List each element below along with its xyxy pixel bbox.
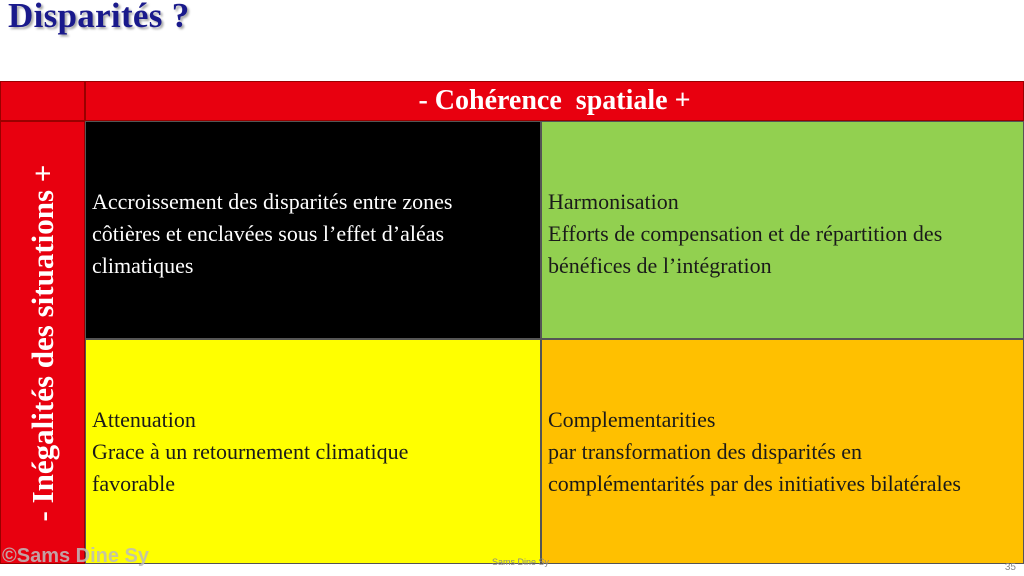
- cell-top-right-harmonisation: [541, 121, 1024, 339]
- cell-line: par transformation des disparités en: [548, 439, 863, 464]
- cell-line: favorable: [92, 471, 176, 496]
- footer-watermark: ©Sams Dine Sy: [2, 545, 150, 567]
- cell-bottom-left-attenuation: [85, 339, 541, 564]
- cell-line: Attenuation: [92, 407, 196, 432]
- disparity-matrix: [0, 81, 1024, 564]
- cell-line: bénéfices de l’intégration: [548, 253, 772, 278]
- page-number: 35: [1004, 562, 1016, 573]
- cell-top-left-disparities: [85, 121, 541, 339]
- cell-line: Harmonisation: [548, 189, 679, 214]
- column-header-spatial-coherence: - Cohérence spatiale +: [85, 81, 1024, 121]
- row-header-inequalities: [0, 121, 85, 564]
- cell-line: côtières et enclavées sous l’effet d’aléas: [92, 221, 445, 246]
- matrix-corner: [0, 81, 85, 121]
- cell-line: Complementarities: [548, 407, 716, 432]
- slide-title: Disparités ?: [8, 0, 190, 35]
- row-header-label: - Inégalités des situations +: [24, 164, 60, 521]
- cell-line: Grace à un retournement climatique: [92, 439, 409, 464]
- cell-bottom-right-complementarities: [541, 339, 1024, 564]
- footer-author: Sams Dine Sy: [492, 557, 550, 567]
- cell-line: complémentarités par des initiatives bilatérales: [548, 471, 961, 496]
- cell-line: climatiques: [92, 253, 194, 278]
- cell-line: Accroissement des disparités entre zones: [92, 189, 453, 214]
- cell-line: Efforts de compensation et de répartition des: [548, 221, 943, 246]
